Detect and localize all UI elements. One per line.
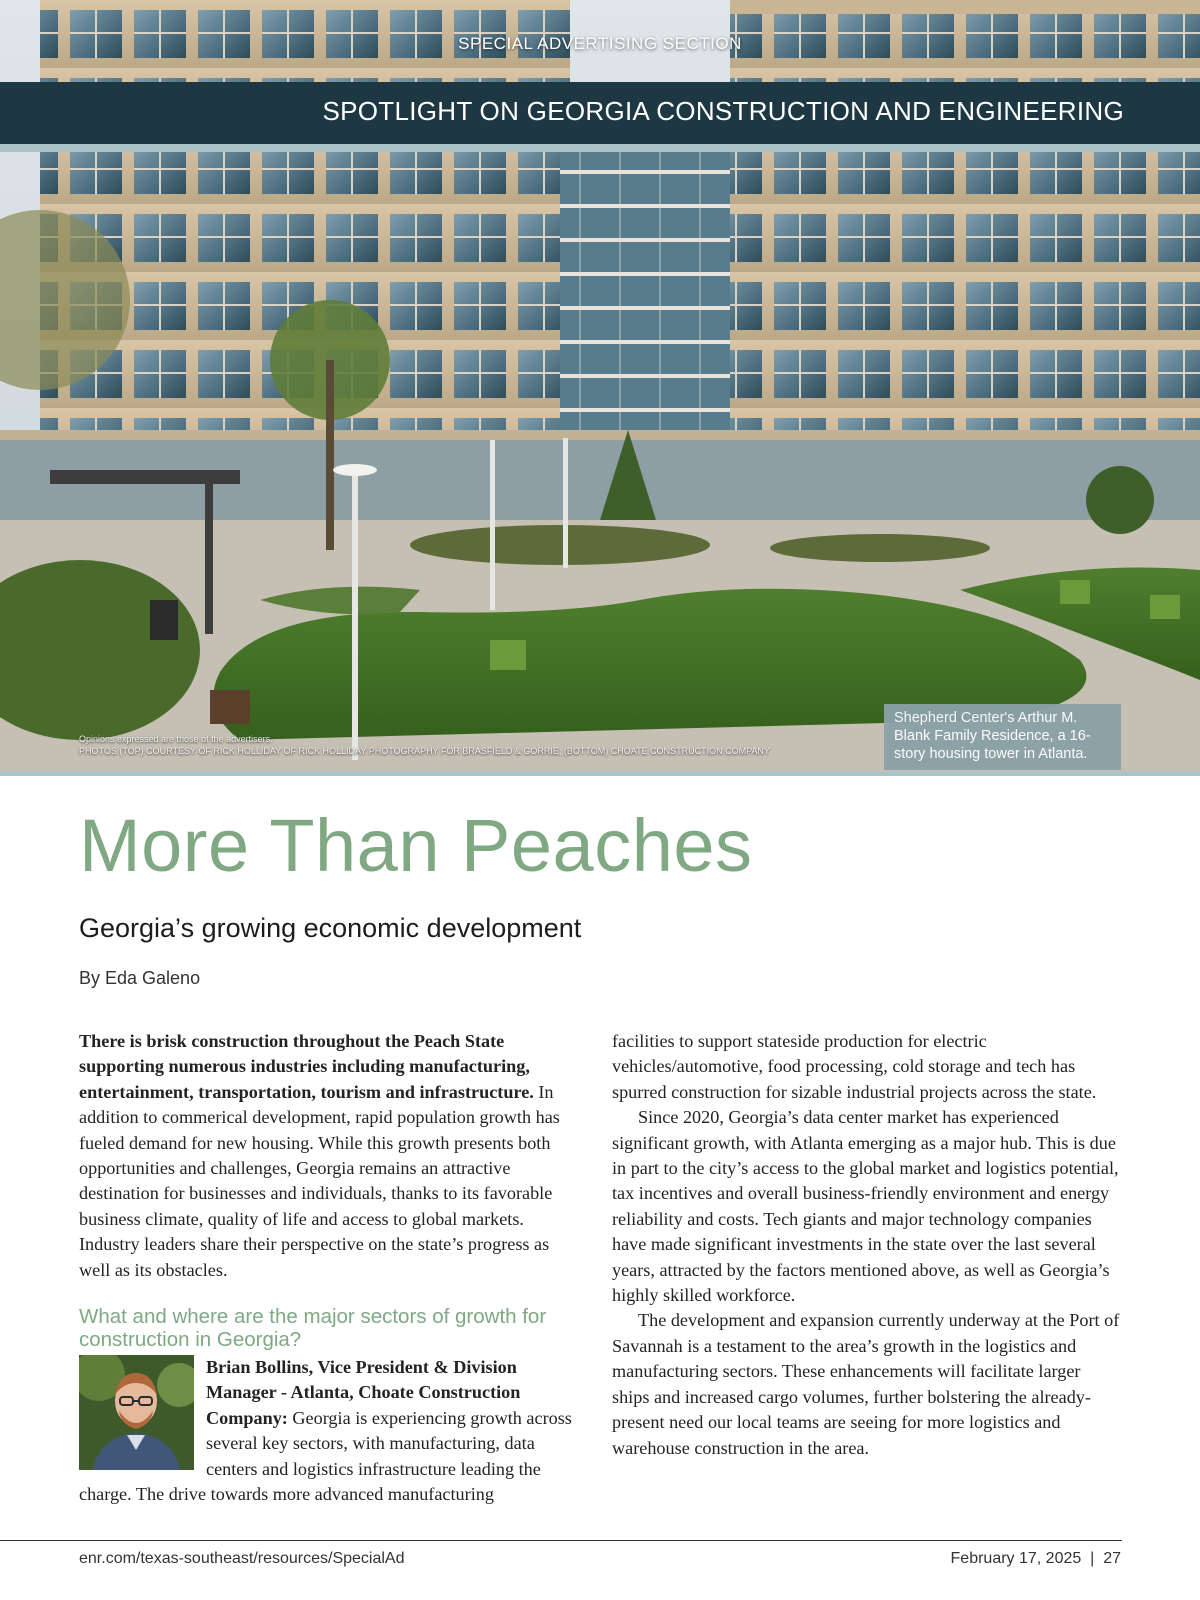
article-subhead: Georgia’s growing economic development: [79, 913, 582, 943]
hero-divider: [0, 772, 1200, 776]
footer-date-page: February 17, 2025 | 27: [950, 1550, 1121, 1567]
footer-url[interactable]: enr.com/texas-southeast/resources/SpecialAd: [79, 1550, 405, 1567]
answer-block: [79, 1355, 585, 1507]
banner-stripe: [0, 144, 1200, 152]
respondent-name: Brian Bollins, Vice President & Division Manager - Atlanta, Choate Construction Company:: [206, 1357, 521, 1428]
spotlight-banner: [0, 82, 1200, 144]
special-section-label: SPECIAL ADVERTISING SECTION: [458, 34, 742, 53]
article-column-right: [612, 1029, 1122, 1461]
opinions-disclaimer: Opinions expressed are those of the advertisers.: [79, 734, 273, 744]
photo-credits: PHOTOS (TOP) COURTESY OF RICK HOLLIDAY OF RICK HOLLIDAY PHOTOGRAPHY FOR BRASFIELD & GORRIE; (BOTTOM) CHOATE CONSTRUCTION COMPANY: [79, 746, 770, 756]
headshot-photo: [79, 1355, 194, 1470]
intro-text: In addition to commerical development, rapid population growth has fueled demand for new housing. While this growth presents both opportunities and challenges, Georgia remains an attractive destination for businesses and individuals, thanks to its favorable business climate, quality of life and access to global markets. Industry leaders share their perspective on the state’s progress as well as its obstacles.: [79, 1081, 560, 1280]
footer-divider: [0, 1540, 1122, 1541]
hero-photo-section: [0, 0, 1200, 772]
answer-paragraph-1: facilities to support stateside production for electric vehicles/automotive, food processing, cold storage and tech has spurred construction for sizable industrial projects across the state.: [612, 1031, 1097, 1102]
answer-paragraph-2: Since 2020, Georgia’s data center market has experienced significant growth, with Atlanta emerging as a major hub. This is due in part to the city’s access to the global market and logistics potential, tax incentives and overall business-friendly environment and energy reliability and costs. Tech giants and major technology companies have made significant investments in the state over the last several years, attracted by the factors mentioned above, as well as Georgia’s highly skilled workforce.: [612, 1107, 1119, 1306]
answer-text-start: Georgia is experiencing growth across several key sectors, with manufacturing, data centers and logistics infrastructure leading the charge. The drive towards more advanced manufacturing: [79, 1407, 572, 1505]
question-heading: What and where are the major sectors of growth for construction in Georgia?: [79, 1305, 547, 1352]
article-byline: By Eda Galeno: [79, 968, 201, 988]
article-headline: More Than Peaches: [79, 804, 753, 887]
intro-bold: There is brisk construction throughout the Peach State supporting numerous industries including manufacturing, entertainment, transportation, tourism and infrastructure.: [79, 1031, 534, 1102]
answer-paragraph-3: The development and expansion currently underway at the Port of Savannah is a testament to the area’s growth in the logistics and manufacturing sectors. These enhancements will facilitate larger ships and increased cargo volumes, further bolstering the already-present need our local teams are seeing for more logistics and warehouse construction in the area.: [612, 1310, 1120, 1458]
intro-paragraph: [79, 1029, 585, 1283]
photo-caption: Shepherd Center's Arthur M. Blank Family Residence, a 16-story housing tower in Atlanta.: [884, 704, 1121, 770]
photo-disclaimer: [79, 733, 770, 757]
article-column-left: [79, 1029, 585, 1508]
portrait-image: [79, 1355, 194, 1470]
banner-title: SPOTLIGHT ON GEORGIA CONSTRUCTION AND ENGINEERING: [322, 96, 1124, 126]
